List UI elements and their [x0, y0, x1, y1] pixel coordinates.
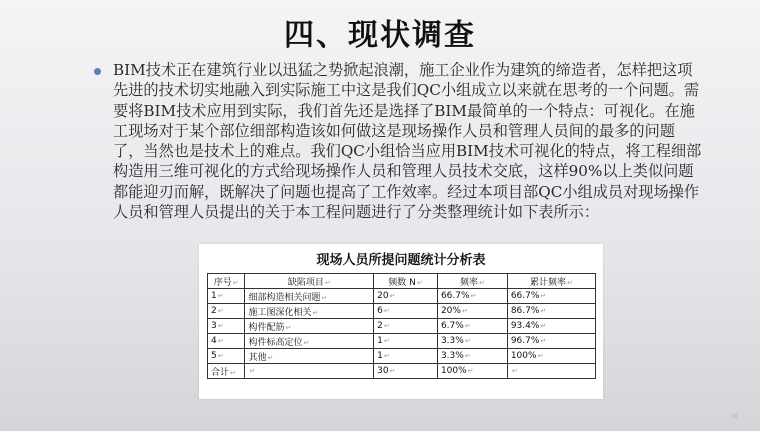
table-cell: 3.3%↵	[437, 334, 507, 349]
table-cell: 20%↵	[437, 304, 507, 319]
table-cell: ↵	[507, 364, 595, 379]
table-row	[208, 319, 596, 334]
slide-title: 四、现状调查	[284, 18, 476, 53]
table-cell: 86.7%↵	[507, 304, 595, 319]
bullet-icon	[94, 68, 101, 75]
table-row	[208, 304, 596, 319]
table-cell: 施工图深化相关↵	[245, 304, 374, 319]
table-row	[208, 334, 596, 349]
header-cell: 缺陷项目↵	[245, 274, 374, 289]
table-cell: 66.7%↵	[507, 289, 595, 304]
table-cell: 100%↵	[437, 364, 507, 379]
table-row	[208, 349, 596, 364]
table-cell: ↵	[245, 364, 374, 379]
table-cell: 93.4%↵	[507, 319, 595, 334]
statistics-table	[207, 273, 596, 379]
table-title: 现场人员所提问题统计分析表	[316, 253, 486, 268]
header-cell: 频数 N↵	[374, 274, 438, 289]
table-cell: 合计↵	[208, 364, 245, 379]
table-row	[208, 289, 596, 304]
table-cell: 2↵	[208, 304, 245, 319]
table-body	[208, 289, 596, 379]
table-cell: 1↵	[374, 334, 438, 349]
table-cell: 构件标高定位↵	[245, 334, 374, 349]
table-cell: 其他↵	[245, 349, 374, 364]
header-cell: 累计频率↵	[507, 274, 595, 289]
table-cell: 构件配筋↵	[245, 319, 374, 334]
header-cell: 频率↵	[437, 274, 507, 289]
table-cell: 1↵	[208, 289, 245, 304]
table-row	[208, 364, 596, 379]
table-cell: 2↵	[374, 319, 438, 334]
table-cell: 细部构造相关问题↵	[245, 289, 374, 304]
table-cell: 100%↵	[507, 349, 595, 364]
table-cell: 3↵	[208, 319, 245, 334]
table-image	[199, 244, 603, 399]
header-cell: 序号↵	[208, 274, 245, 289]
decor-dot	[732, 413, 738, 419]
table-cell: 30↵	[374, 364, 438, 379]
table-cell: 4↵	[208, 334, 245, 349]
table-cell: 5↵	[208, 349, 245, 364]
table-cell: 96.7%↵	[507, 334, 595, 349]
table-cell: 66.7%↵	[437, 289, 507, 304]
table-cell: 20↵	[374, 289, 438, 304]
table-cell: 6↵	[374, 304, 438, 319]
body-paragraph: BIM技术正在建筑行业以迅猛之势掀起浪潮，施工企业作为建筑的缔造者，怎样把这项先进的技术切实地融入到实际施工中这是我们QC小组成立以来就在思考的一个问题。需要将BIM技术应用到实际，我们首先还是选择了BIM最简单的一个特点：可视化。在施工现场对于某个部位细部构造该如何做这是现场操作人员和管理人员间的最多的问题了，当然也是技术上的难点。我们QC小组恰当应用BIM技术可视化的特点，将工程细部构造用三维可视化的方式给现场操作人员和管理人员技术交底，这样90%以上类似问题都能迎刃而解，既解决了问题也提高了工作效率。经过本项目部QC小组成员对现场操作人员和管理人员提出的关于本工程问题进行了分类整理统计如下表所示：	[113, 61, 702, 222]
table-cell: 6.7%↵	[437, 319, 507, 334]
table-header-row	[208, 274, 596, 289]
table-cell: 1↵	[374, 349, 438, 364]
table-cell: 3.3%↵	[437, 349, 507, 364]
